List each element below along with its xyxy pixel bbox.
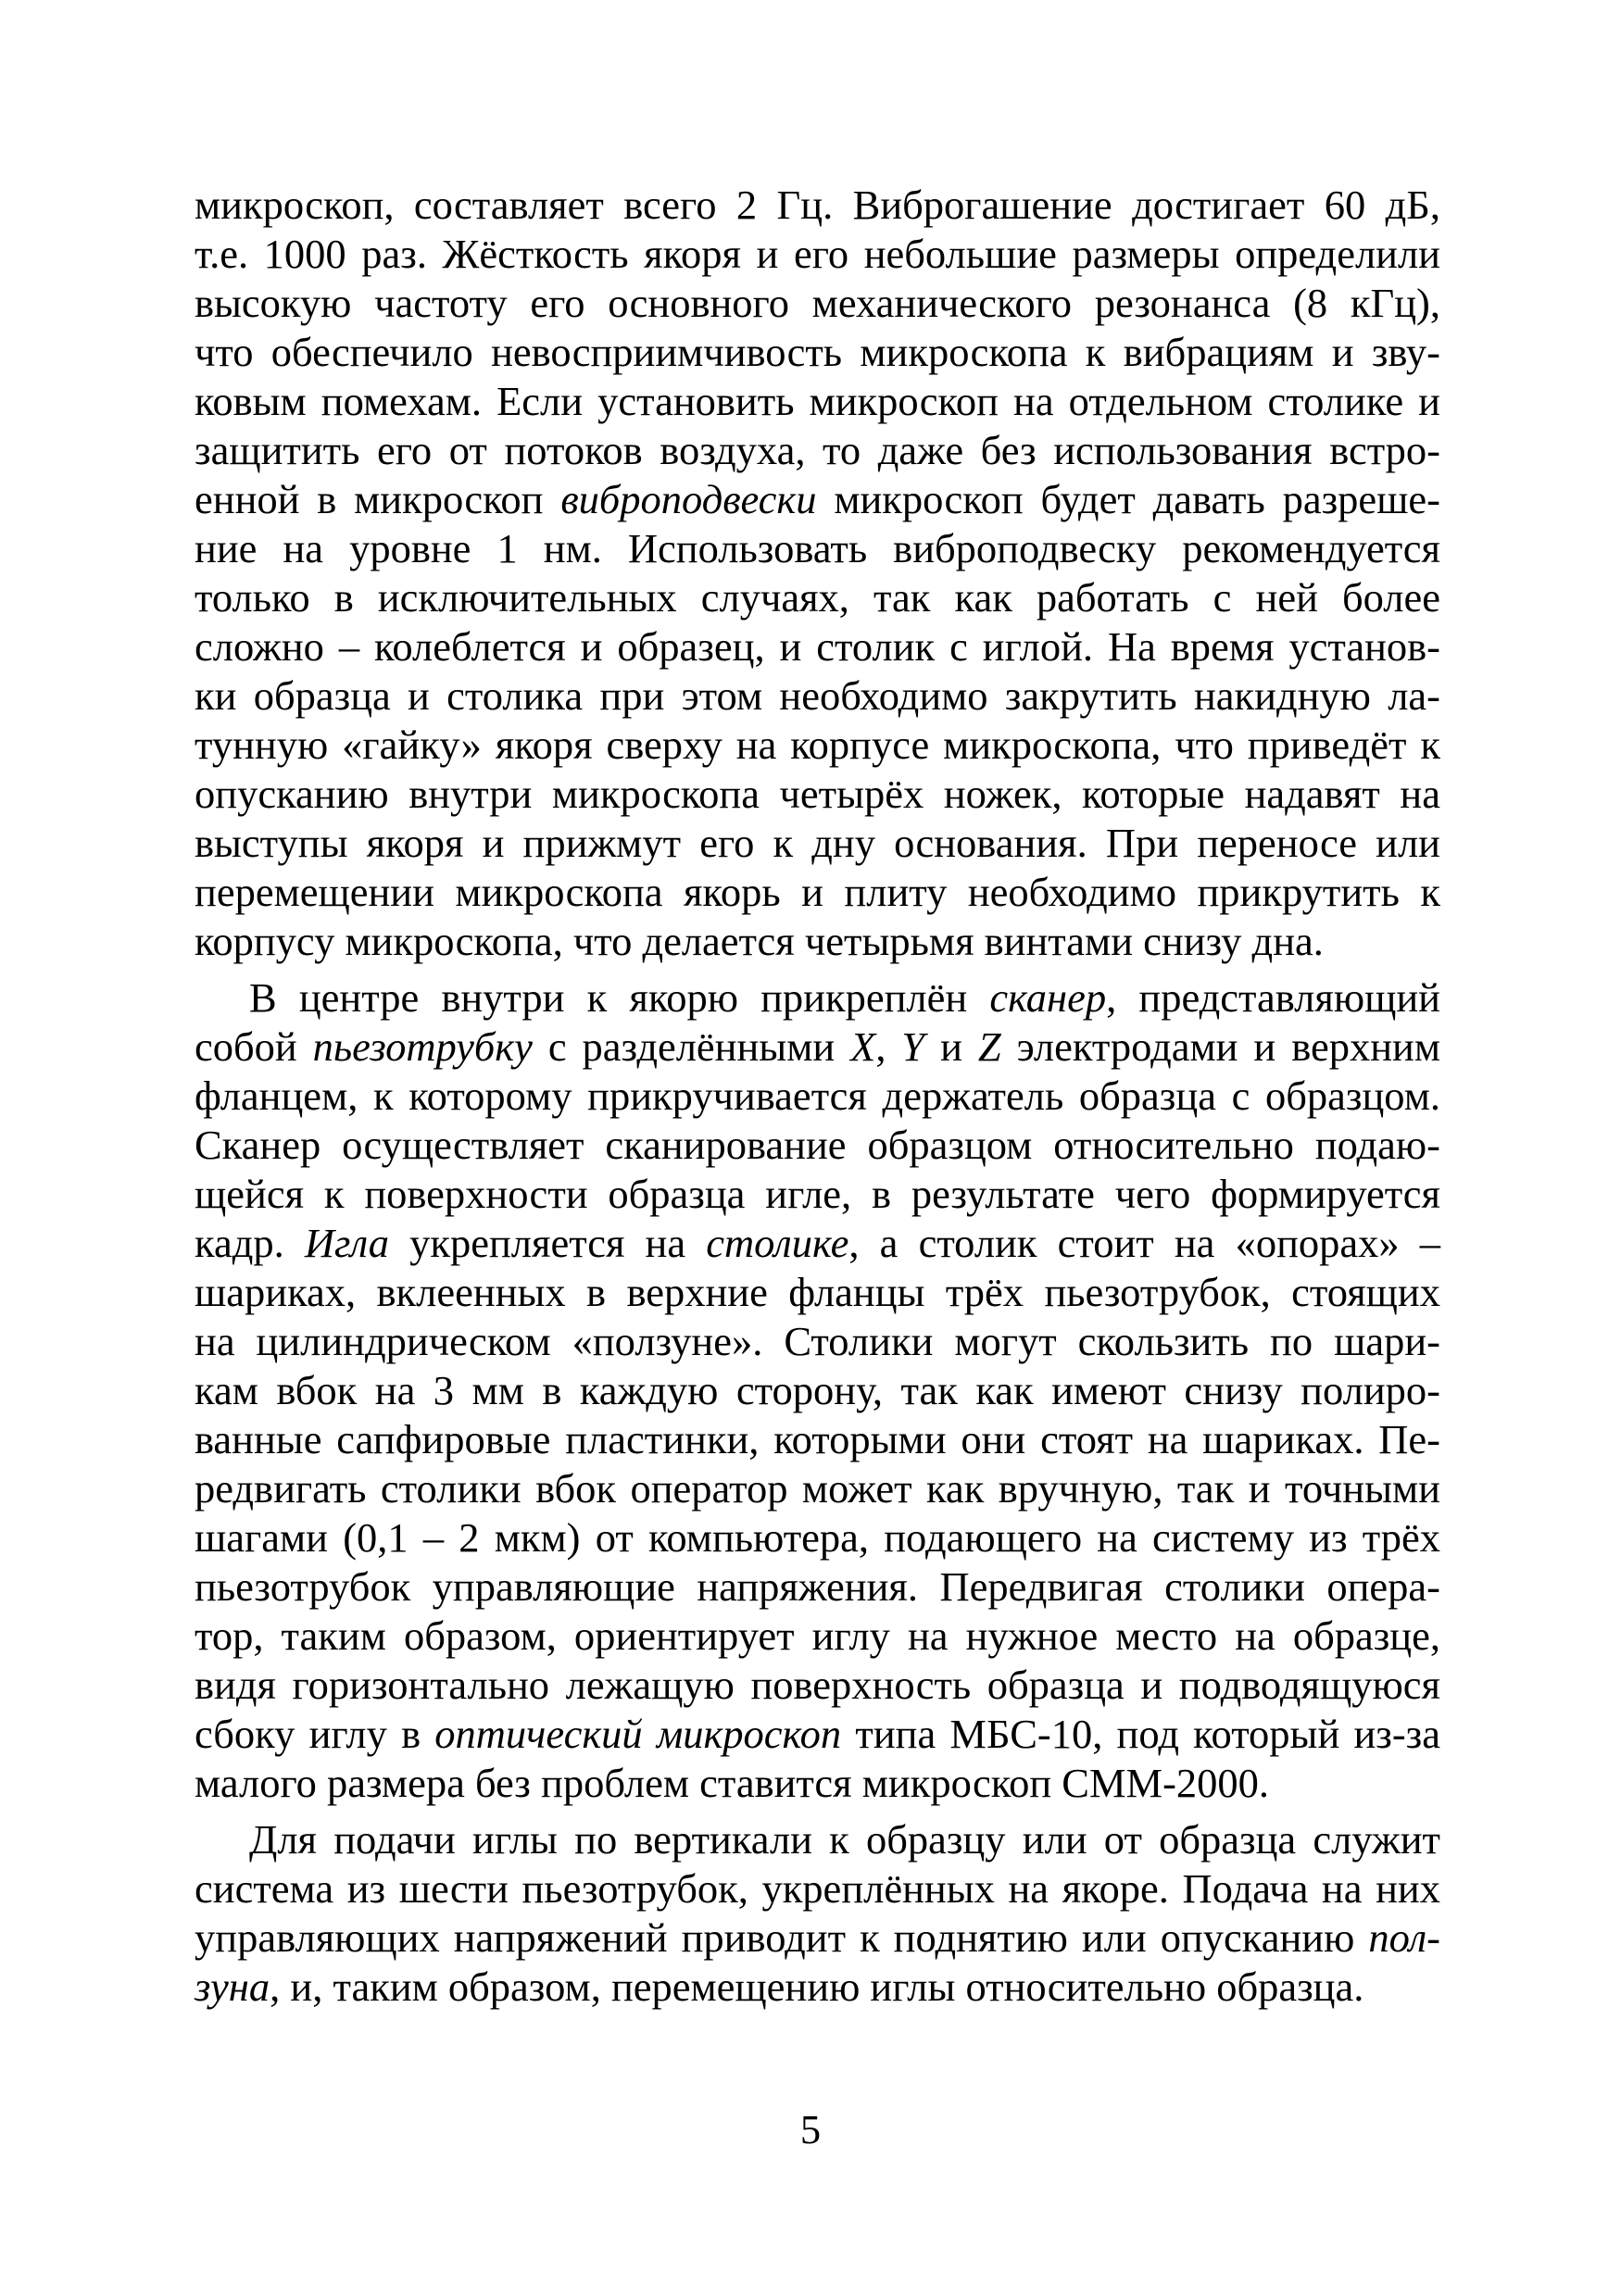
italic-term: пол-: [1368, 1914, 1440, 1961]
paragraph-gap: [195, 1808, 1440, 1815]
text-line: сложно – колеблется и образец, и столик с иглой. На время установ-: [195, 623, 1440, 670]
text-line: высокую частоту его основного механического резонанса (8 кГц),: [195, 280, 1440, 326]
text-line: [195, 973, 1440, 1023]
text-line: видя горизонтально лежащую поверхность образца и подводящуюся: [195, 1662, 1440, 1708]
text-line: [195, 1963, 1440, 2012]
text-line: выступы якоря и прижмут его к дну основания. При переносе или: [195, 820, 1440, 866]
paragraph-2: [195, 973, 1440, 1808]
italic-term: Z: [977, 1023, 1001, 1070]
italic-term: зуна: [195, 1964, 270, 2010]
text-segment: типа МБС-10, под который из-за: [841, 1711, 1440, 1757]
text-line: [195, 1710, 1440, 1759]
italic-term: оптический микроскоп: [434, 1711, 842, 1757]
body-text: [195, 181, 1440, 2012]
text-line: фланцем, к которому прикручивается держатель образца с образцом.: [195, 1073, 1440, 1119]
text-line: только в исключительных случаях, так как работать с ней более: [195, 574, 1440, 621]
text-line: щейся к поверхности образца игле, в результате чего формируется: [195, 1171, 1440, 1217]
italic-term: Игла: [304, 1220, 389, 1266]
text-line: микроскоп, составляет всего 2 Гц. Виброгашение достигает 60 дБ,: [195, 182, 1440, 228]
text-line: защитить его от потоков воздуха, то даже без использования встро-: [195, 427, 1440, 473]
text-line: ки образца и столика при этом необходимо закрутить накидную ла-: [195, 672, 1440, 719]
italic-term: столике: [706, 1220, 849, 1266]
italic-term: Y: [901, 1023, 925, 1070]
text-segment: В центре внутри к якорю прикреплён: [249, 974, 990, 1021]
text-line: система из шести пьезотрубок, укреплённых на якоре. Подача на них: [195, 1865, 1440, 1912]
text-line: собой пьезотрубку с разделёнными X, Y и Z электродами и верхним: [195, 1023, 1440, 1070]
italic-term: сканер: [989, 974, 1107, 1021]
text-line: редвигать столики вбок оператор может как вручную, так и точными: [195, 1465, 1440, 1512]
paragraph-1: [195, 181, 1440, 966]
paragraph-3: [195, 1815, 1440, 2012]
italic-term: пьезотрубку: [312, 1023, 533, 1070]
text-line: [195, 1913, 1440, 1963]
text-segment: , и, таким образом, перемещению иглы относительно образца.: [270, 1964, 1364, 2010]
text-line: ние на уровне 1 нм. Использовать виброподвеску рекомендуется: [195, 525, 1440, 571]
text-line: малого размера без проблем ставится микроскоп СММ-2000.: [195, 1760, 1270, 1806]
text-line: ванные сапфировые пластинки, которыми они стоят на шариках. Пе-: [195, 1416, 1440, 1462]
text-line: на цилиндрическом «ползуне». Столики могут скользить по шари-: [195, 1318, 1440, 1364]
text-line: ковым помехам. Если установить микроскоп на отдельном столике и: [195, 378, 1440, 424]
text-segment: сбоку иглу в: [195, 1711, 435, 1757]
text-line: Для подачи иглы по вертикали к образцу или от образца служит: [249, 1816, 1440, 1863]
text-line: опусканию внутри микроскопа четырёх ножек, которые надавят на: [195, 771, 1440, 817]
text-line: [195, 475, 1440, 524]
text-line: тор, таким образом, ориентирует иглу на нужное место на образце,: [195, 1612, 1440, 1659]
italic-term: X: [850, 1023, 876, 1070]
text-segment: микроскоп будет давать разреше-: [816, 476, 1440, 522]
text-line: кам вбок на 3 мм в каждую сторону, так как имеют снизу полиро-: [195, 1367, 1440, 1413]
text-line: перемещении микроскопа якорь и плиту необходимо прикрутить к: [195, 869, 1440, 915]
text-line: корпусу микроскопа, что делается четырьмя винтами снизу дна.: [195, 918, 1324, 964]
paragraph-gap: [195, 966, 1440, 973]
text-line: шагами (0,1 – 2 мкм) от компьютера, подающего на систему из трёх: [195, 1514, 1440, 1561]
text-line: что обеспечило невосприимчивость микроскопа к вибрациям и зву-: [195, 329, 1440, 375]
text-line: шариках, вклеенных в верхние фланцы трёх пьезотрубок, стоящих: [195, 1269, 1440, 1315]
text-line: Сканер осуществляет сканирование образцом относительно подаю-: [195, 1122, 1440, 1168]
text-segment: управляющих напряжений приводит к поднятию или опусканию: [195, 1914, 1369, 1961]
text-segment: енной в микроскоп: [195, 476, 561, 522]
text-line: т.е. 1000 раз. Жёсткость якоря и его небольшие размеры определили: [195, 231, 1440, 277]
italic-term: виброподвески: [560, 476, 817, 522]
text-segment: , представляющий: [1106, 974, 1440, 1021]
text-line: пьезотрубок управляющие напряжения. Передвигая столики опера-: [195, 1563, 1440, 1610]
text-line: тунную «гайку» якоря сверху на корпусе микроскопа, что приведёт к: [195, 721, 1440, 768]
text-line: кадр. Игла укрепляется на столике, а столик стоит на «опорах» –: [195, 1220, 1441, 1266]
page-number: 5: [799, 2106, 822, 2152]
